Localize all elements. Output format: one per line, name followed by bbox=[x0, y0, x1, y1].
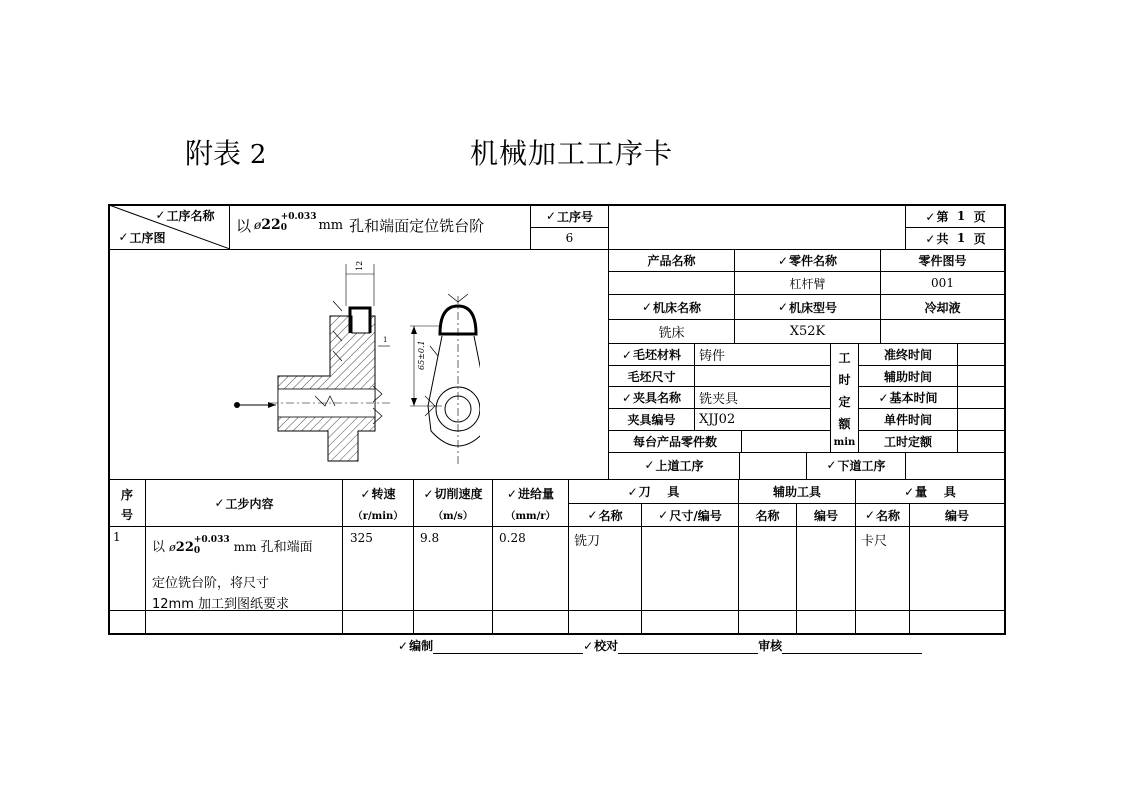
fixture-name-label: ✓ 夹具名称 bbox=[609, 387, 694, 408]
speed-header: ✓ 转速 （r/min） bbox=[343, 482, 413, 524]
fixture-name-value: 铣夹具 bbox=[699, 392, 739, 407]
gauge-header: ✓ 量 具 bbox=[856, 480, 1004, 503]
blank-material-label: ✓ 毛坯材料 bbox=[609, 344, 694, 365]
parts-per-product-value bbox=[742, 431, 830, 452]
tool-name-header: ✓ 名称 bbox=[569, 504, 641, 526]
part-drawing-label: 零件图号 bbox=[918, 254, 967, 268]
compile-field[interactable] bbox=[433, 639, 583, 654]
machine-model-label: ✓ 机床型号 bbox=[735, 295, 880, 319]
process-name-label: ✓ 工序名称 bbox=[145, 207, 225, 223]
step-seq: 1 bbox=[113, 530, 121, 544]
coolant-value bbox=[881, 320, 1004, 343]
basic-time-label: ✓ 基本时间 bbox=[859, 387, 957, 408]
machine-name-label: ✓ 机床名称 bbox=[609, 295, 734, 319]
feed-header: ✓ 进给量 （mm/r） bbox=[493, 482, 568, 524]
check-label: ✓ 校对 bbox=[583, 637, 618, 654]
unit-time-label: 单件时间 bbox=[883, 413, 932, 427]
tool-header: ✓ 刀 具 bbox=[569, 480, 738, 503]
prep-time-label: 准终时间 bbox=[883, 348, 932, 362]
dim-height-label: 65±0.1 bbox=[417, 340, 426, 370]
product-name-value bbox=[609, 272, 734, 294]
machine-model-value: X52K bbox=[789, 324, 826, 339]
process-no-label: ✓ 工序号 bbox=[531, 207, 608, 225]
aux-name-header: 名称 bbox=[755, 508, 780, 523]
page-total: ✓ 共 1 页 bbox=[908, 229, 1003, 247]
cut-speed-header: ✓ 切削速度 （m/s） bbox=[414, 482, 492, 524]
seq-header: 序 号 bbox=[120, 487, 133, 522]
aux-no-header: 编号 bbox=[813, 508, 838, 523]
step-speed: 325 bbox=[350, 531, 373, 545]
parts-per-product-label: 每台产品零件数 bbox=[632, 435, 717, 449]
time-quota-label: 工时定额 bbox=[883, 435, 932, 449]
aux-time-label: 辅助时间 bbox=[883, 369, 932, 384]
check-field[interactable] bbox=[618, 639, 758, 654]
step-content-header: ✓ 工步内容 bbox=[146, 480, 342, 526]
step-content-line2: 定位铣台阶，将尺寸 bbox=[152, 576, 270, 591]
part-name-label: ✓ 零件名称 bbox=[735, 250, 880, 271]
gauge-name-header: ✓ 名称 bbox=[856, 504, 909, 526]
step-content-line1: 以 ø22 +0.033 0 mm 孔和端面 bbox=[152, 535, 313, 556]
next-process-label: ✓ 下道工序 bbox=[807, 453, 905, 477]
blank-material-value: 铸件 bbox=[699, 349, 726, 364]
process-figure-label: ✓ 工序图 bbox=[112, 229, 172, 245]
step-tool-name: 铣刀 bbox=[574, 534, 601, 549]
part-drawing-value: 001 bbox=[931, 276, 954, 290]
page-number: ✓ 第 1 页 bbox=[908, 207, 1003, 225]
step-gauge-name: 卡尺 bbox=[861, 534, 888, 549]
process-sketch-drawing bbox=[230, 256, 480, 470]
process-description: 以 ø 22 +0.033 0 mm 孔和端面定位铣台阶 bbox=[236, 211, 485, 235]
part-name-value: 杠杆臂 bbox=[789, 276, 826, 291]
coolant-label: 冷却液 bbox=[924, 300, 961, 315]
dim-small-label: 1 bbox=[383, 336, 388, 344]
blank-size-label: 毛坯尺寸 bbox=[627, 369, 676, 384]
tool-size-header: ✓ 尺寸/编号 bbox=[642, 504, 738, 526]
appendix-title: 附表 2 bbox=[185, 137, 267, 170]
dim-width-label: 12 bbox=[355, 260, 364, 271]
fixture-no-value: XJJ02 bbox=[699, 412, 736, 427]
step-content-line3: 12mm 加工到图纸要求 bbox=[152, 597, 290, 612]
gauge-no-header: 编号 bbox=[944, 508, 969, 523]
prev-process-label: ✓ 上道工序 bbox=[609, 453, 739, 477]
step-cut-speed: 9.8 bbox=[420, 531, 440, 545]
step-feed: 0.28 bbox=[499, 531, 526, 545]
review-field[interactable] bbox=[782, 639, 922, 654]
fixture-no-label: 夹具编号 bbox=[627, 413, 676, 427]
aux-tool-header: 辅助工具 bbox=[772, 485, 821, 499]
compile-label: ✓ 编制 bbox=[398, 637, 433, 654]
time-quota-vertical-label: 工 时 定 额 min bbox=[833, 350, 856, 448]
review-label: 审核 bbox=[758, 639, 783, 653]
card-title: 机械加工工序卡 bbox=[470, 137, 674, 170]
process-no-value: 6 bbox=[565, 231, 574, 245]
machine-name-value: 铣床 bbox=[658, 326, 685, 341]
product-name-label: 产品名称 bbox=[647, 254, 696, 268]
signature-line bbox=[398, 637, 922, 654]
blank-size-value bbox=[695, 366, 829, 386]
